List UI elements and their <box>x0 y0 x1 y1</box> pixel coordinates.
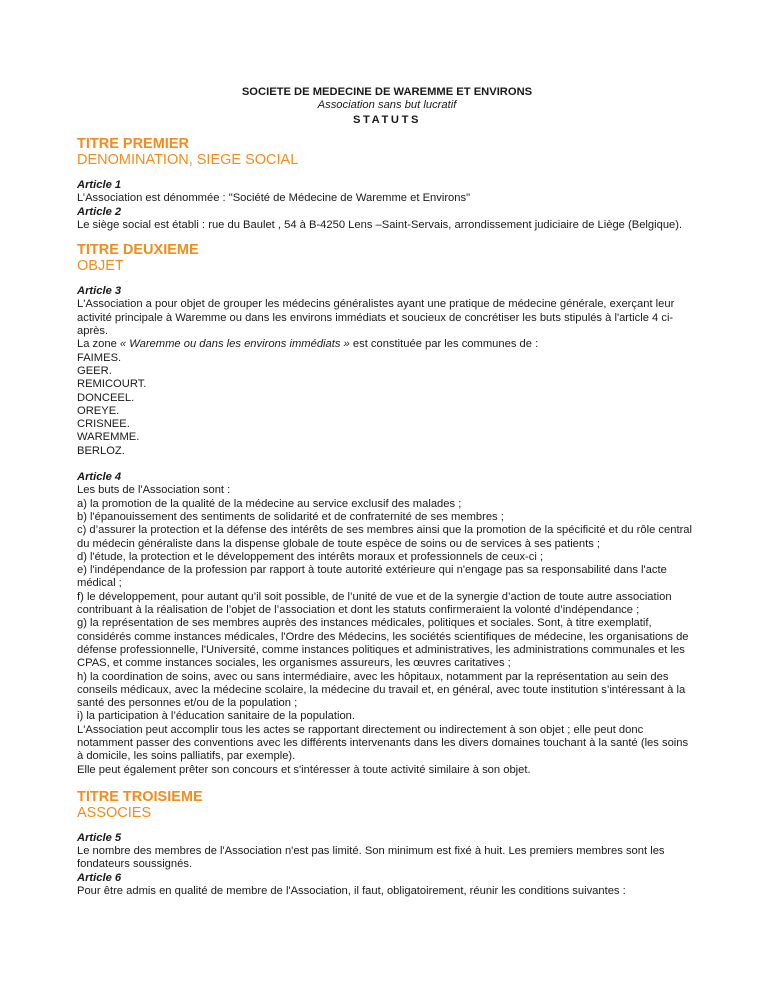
article-label: Article 6 <box>77 871 122 884</box>
article-text: L'Association peut accomplir tous les actes se rapportant directement ou indirectement à son objet ; elle peut donc notamment passer des conventions avec les différents intervenants dans les divers domaines touchant à la santé (les soins à domicile, les soins palliatifs, par exemple). <box>77 723 689 763</box>
article-text: b) l'épanouissement des sentiments de solidarité et de confraternité de ses membres ; <box>77 510 504 523</box>
article-text: Elle peut également prêter son concours et s'intéresser à toute activité similaire à son objet. <box>77 763 531 776</box>
society-subtitle: Association sans but lucratif <box>317 99 457 111</box>
commune-item: FAIMES. <box>77 351 122 364</box>
article-label: Article 1 <box>77 179 122 191</box>
zone-line <box>77 338 697 351</box>
section-heading <box>77 789 697 821</box>
section-subtitle: ASSOCIES <box>77 804 152 821</box>
article-text: h) la coordination de soins, avec ou sans intermédiaire, avec les hôpitaux, notamment par la représentation au sein des conseils médicaux, avec la médecine scolaire, la médecine du travail et, en général, avec toute institution s’intéressant à la santé des personnes et/ou de la population ; <box>77 670 686 710</box>
zone-suffix: est constituée par les communes de : <box>349 338 539 351</box>
article-text: Les buts de l'Association sont : <box>77 484 231 497</box>
section-heading <box>77 242 697 274</box>
article-text: L’Association est dénommée : "Société de Médecine de Waremme et Environs" <box>77 192 471 205</box>
commune-item: OREYE. <box>77 404 120 417</box>
article-text: e) l'indépendance de la profession par rapport à toute autorité extérieure qui n'engage pas sa responsabilité dans l'acte médical ; <box>77 564 667 590</box>
article-text: f) le développement, pour autant qu’il soit possible, de l’unité de vue et de la synergie d’action de toute autre association contribuant à la réalisation de l’objet de l’association et dont les statuts confirmeraient la volonté d’indépendance ; <box>77 590 672 617</box>
article-text: i) la participation à l’éducation sanitaire de la population. <box>77 710 355 723</box>
commune-item: CRISNEE. <box>77 418 130 431</box>
document-page <box>77 86 697 898</box>
zone-italic: « Waremme ou dans les environs immédiats » <box>119 338 350 351</box>
statuts-heading: STATUTS <box>352 114 422 126</box>
article-text: Le siège social est établi : rue du Baulet , 54 à B-4250 Lens –Saint-Servais, arrondissement judiciaire de Liège (Belgique). <box>77 218 683 231</box>
commune-item: DONCEEL. <box>77 391 135 404</box>
section-title: TITRE PREMIER <box>77 136 189 152</box>
commune-item: BERLOZ. <box>77 444 125 457</box>
article-label: Article 5 <box>77 831 122 844</box>
article-text: Pour être admis en qualité de membre de l'Association, il faut, obligatoirement, réunir les conditions suivantes : <box>77 885 626 898</box>
article-label: Article 4 <box>77 471 122 484</box>
section-title: TITRE TROISIEME <box>77 788 203 805</box>
section-heading <box>77 136 697 168</box>
zone-prefix: La zone <box>77 338 120 351</box>
section-title: TITRE DEUXIEME <box>77 242 199 259</box>
section-subtitle: OBJET <box>77 258 124 275</box>
commune-item: WAREMME. <box>77 431 140 444</box>
article-text: g) la représentation de ses membres auprès des instances médicales, politiques et sociales. Sont, à titre exemplatif, considérés comme instances médicales, l'Ordre des Médecins, les sociétés scientifiques de médecine, les organisations de défense professionnelle, l'Université, comme instances politiques et administratives, les administrations communales et les CPAS, et comme instances sociales, les organismes assureurs, les œuvres caritatives ; <box>77 617 689 670</box>
society-name: SOCIETE DE MEDECINE DE WAREMME ET ENVIRONS <box>241 86 533 98</box>
section-subtitle: DENOMINATION, SIEGE SOCIAL <box>77 152 299 168</box>
article-text: d) l'étude, la protection et le développement des intérêts moraux et professionnels de ceux-ci ; <box>77 550 544 563</box>
article-label: Article 3 <box>77 285 122 298</box>
commune-item: REMICOURT. <box>77 378 147 391</box>
document-header <box>77 86 697 127</box>
article-label: Article 2 <box>77 205 122 218</box>
article-text: Le nombre des membres de l'Association n'est pas limité. Son minimum est fixé à huit. Les premiers membres sont les fondateurs soussignés. <box>77 845 665 871</box>
article-text: a) la promotion de la qualité de la médecine au service exclusif des malades ; <box>77 497 462 510</box>
commune-item: GEER. <box>77 364 112 377</box>
article-text: c) d’assurer la protection et la défense des intérêts de ses membres ainsi que la promotion de la spécificité et du rôle central du médecin généraliste dans la dispense globale de toute espèce de soins ou de services à ses patients ; <box>77 524 693 550</box>
article-text: L'Association a pour objet de grouper les médecins généralistes ayant une pratique de médecine générale, exerçant leur activité principale à Waremme ou dans les environs immédiats et soucieux de concrétiser les buts stipulés à l'article 4 ci-après. <box>77 298 675 338</box>
